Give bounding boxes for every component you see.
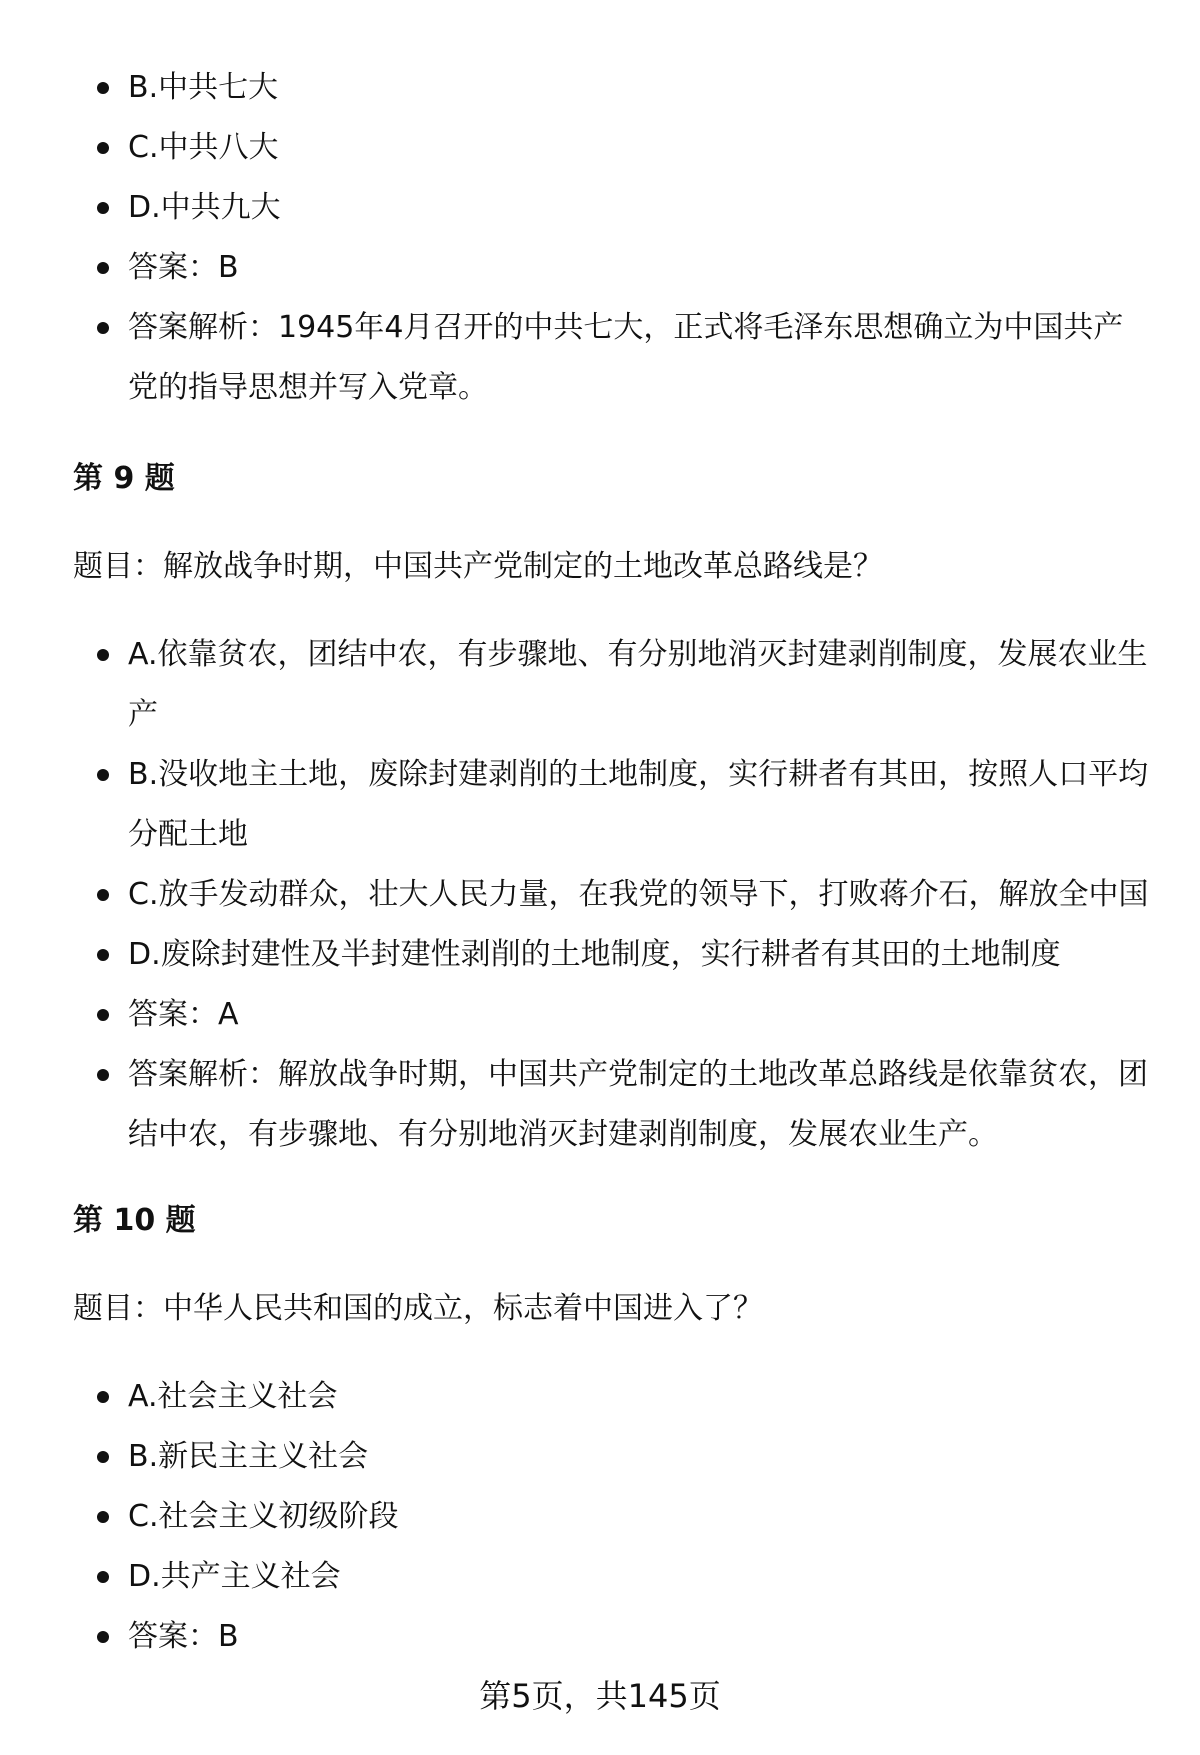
- list-item: A.依靠贫农，团结中农，有步骤地、有分别地消灭封建剥削制度，发展农业生产: [0, 625, 1200, 745]
- answer-explanation-item: 答案解析：1945年4月召开的中共七大，正式将毛泽东思想确立为中国共产党的指导思想并写入党章。: [0, 298, 1200, 418]
- q8-options-list: [0, 58, 1200, 418]
- q10-heading: 第 10 题: [73, 1203, 196, 1238]
- answer-item: 答案：B: [0, 1607, 1200, 1667]
- list-item: D.共产主义社会: [0, 1547, 1200, 1607]
- q9-options-list: [0, 625, 1200, 1165]
- list-item: C.社会主义初级阶段: [0, 1487, 1200, 1547]
- q9-question: 题目：解放战争时期，中国共产党制定的土地改革总路线是？: [73, 549, 883, 584]
- list-item: B.新民主主义社会: [0, 1427, 1200, 1487]
- list-item: C.放手发动群众，壮大人民力量，在我党的领导下，打败蒋介石，解放全中国: [0, 865, 1200, 925]
- list-item: D.中共九大: [0, 178, 1200, 238]
- page-footer: 第5页，共145页: [479, 1677, 721, 1715]
- list-item: C.中共八大: [0, 118, 1200, 178]
- q10-options-list: [0, 1367, 1200, 1667]
- list-item: B.中共七大: [0, 58, 1200, 118]
- answer-explanation-item: 答案解析：解放战争时期，中国共产党制定的土地改革总路线是依靠贫农，团结中农，有步骤地、有分别地消灭封建剥削制度，发展农业生产。: [0, 1045, 1200, 1165]
- list-item: D.废除封建性及半封建性剥削的土地制度，实行耕者有其田的土地制度: [0, 925, 1200, 985]
- answer-item: 答案：A: [0, 985, 1200, 1045]
- answer-item: 答案：B: [0, 238, 1200, 298]
- list-item: A.社会主义社会: [0, 1367, 1200, 1427]
- q9-heading: 第 9 题: [73, 461, 175, 496]
- q10-question: 题目：中华人民共和国的成立，标志着中国进入了？: [73, 1291, 763, 1326]
- list-item: B.没收地主土地，废除封建剥削的土地制度，实行耕者有其田，按照人口平均分配土地: [0, 745, 1200, 865]
